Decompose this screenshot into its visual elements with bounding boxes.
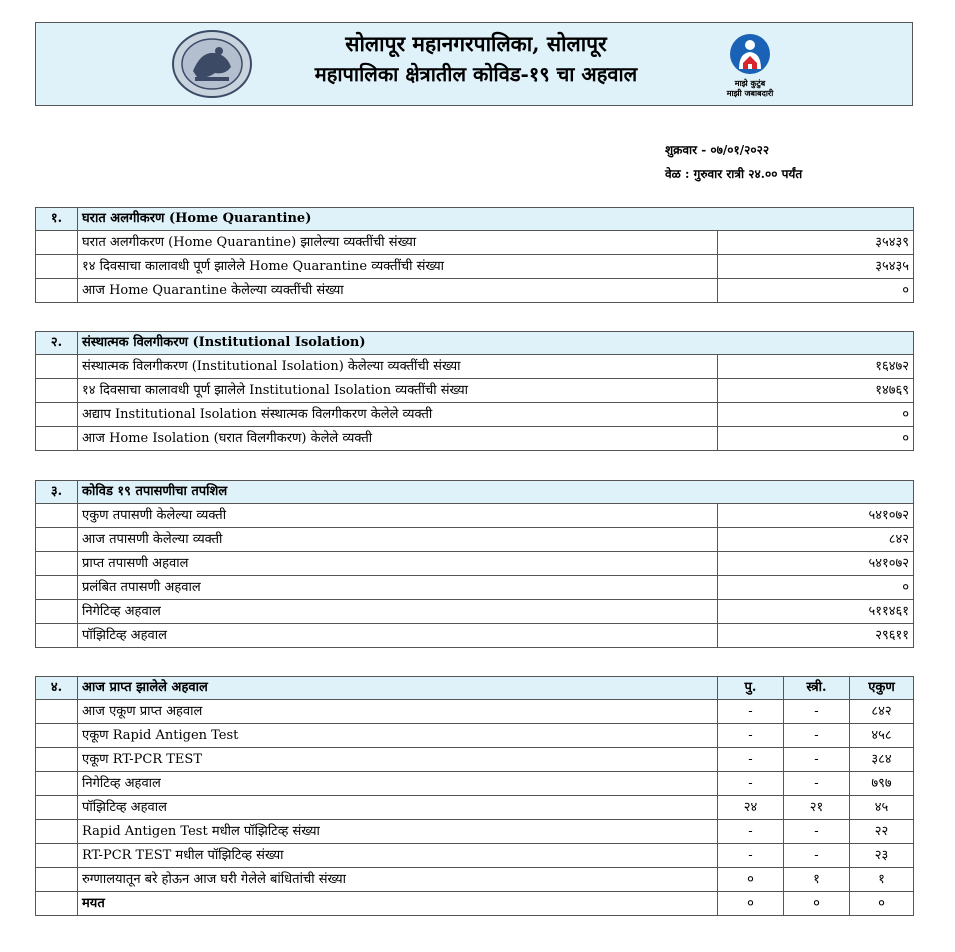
- section-institutional-isolation: [35, 331, 914, 451]
- row-label: अद्याप Institutional Isolation संस्थात्मक विलगीकरण केलेले व्यक्ती: [78, 403, 718, 427]
- family-logo-icon: [727, 33, 773, 75]
- column-header-female: स्त्री.: [784, 677, 850, 700]
- table-row: [36, 403, 914, 427]
- row-total: ८४२: [850, 700, 914, 724]
- family-campaign-logo: [708, 33, 792, 99]
- row-female: -: [784, 748, 850, 772]
- row-label: पॉझिटिव्ह अहवाल: [78, 796, 718, 820]
- row-total: १: [850, 868, 914, 892]
- report-time: वेळ : गुरुवार रात्री २४.०० पर्यंत: [665, 167, 803, 181]
- logo-caption-1: माझे कुटुंब: [734, 79, 766, 88]
- row-label: एकूण RT-PCR TEST: [78, 748, 718, 772]
- table-row: [36, 844, 914, 868]
- table-row: [36, 255, 914, 279]
- table-row: [36, 700, 914, 724]
- row-label: १४ दिवसाचा कालावधी पूर्ण झालेले Home Quarantine व्यक्तींची संख्या: [78, 255, 718, 279]
- table-row: [36, 528, 914, 552]
- row-value: ५११४६१: [718, 600, 914, 624]
- row-label: प्राप्त तपासणी अहवाल: [78, 552, 718, 576]
- table-row: [36, 600, 914, 624]
- row-label: पॉझिटिव्ह अहवाल: [78, 624, 718, 648]
- table-row: [36, 772, 914, 796]
- row-value: १६४७२: [718, 355, 914, 379]
- row-male: -: [718, 724, 784, 748]
- row-value: ८४२: [718, 528, 914, 552]
- row-female: -: [784, 724, 850, 748]
- row-male: -: [718, 844, 784, 868]
- row-label: आज तपासणी केलेल्या व्यक्ती: [78, 528, 718, 552]
- section-header: [36, 332, 914, 355]
- table-row: [36, 868, 914, 892]
- row-value: २९६११: [718, 624, 914, 648]
- row-total: ३८४: [850, 748, 914, 772]
- section-covid-testing: [35, 480, 914, 648]
- row-male: -: [718, 772, 784, 796]
- table-row: [36, 724, 914, 748]
- row-male: -: [718, 700, 784, 724]
- section-title: घरात अलगीकरण (Home Quarantine): [78, 208, 914, 231]
- row-female: २१: [784, 796, 850, 820]
- table-row: [36, 892, 914, 916]
- row-label: १४ दिवसाचा कालावधी पूर्ण झालेले Institutional Isolation व्यक्तींची संख्या: [78, 379, 718, 403]
- row-female: -: [784, 700, 850, 724]
- table-row: [36, 379, 914, 403]
- row-value: ५४१०७२: [718, 504, 914, 528]
- section-header: [36, 481, 914, 504]
- row-label: निगेटिव्ह अहवाल: [78, 772, 718, 796]
- row-male: ०: [718, 868, 784, 892]
- row-label: संस्थात्मक विलगीकरण (Institutional Isolation) केलेल्या व्यक्तींची संख्या: [78, 355, 718, 379]
- row-label: मयत: [78, 892, 718, 916]
- row-total: २३: [850, 844, 914, 868]
- row-label: घरात अलगीकरण (Home Quarantine) झालेल्या व्यक्तींची संख्या: [78, 231, 718, 255]
- row-total: ४५: [850, 796, 914, 820]
- row-value: १४७६९: [718, 379, 914, 403]
- section-today-reports: [35, 676, 914, 916]
- row-value: ०: [718, 576, 914, 600]
- row-value: ०: [718, 279, 914, 303]
- row-label: निगेटिव्ह अहवाल: [78, 600, 718, 624]
- section-number: १.: [36, 208, 78, 231]
- row-label: रुग्णालयातून बरे होऊन आज घरी गेलेले बांधितांची संख्या: [78, 868, 718, 892]
- row-total: ४५८: [850, 724, 914, 748]
- row-female: -: [784, 820, 850, 844]
- row-label: प्रलंबित तपासणी अहवाल: [78, 576, 718, 600]
- table-row: [36, 427, 914, 451]
- section-number: २.: [36, 332, 78, 355]
- table-row: [36, 796, 914, 820]
- row-total: ७९७: [850, 772, 914, 796]
- table-row: [36, 355, 914, 379]
- table-row: [36, 279, 914, 303]
- table-row: [36, 624, 914, 648]
- section-header: [36, 208, 914, 231]
- row-label: एकुण तपासणी केलेल्या व्यक्ती: [78, 504, 718, 528]
- row-label: Rapid Antigen Test मधील पॉझिटिव्ह संख्या: [78, 820, 718, 844]
- row-male: -: [718, 820, 784, 844]
- section-title: आज प्राप्त झालेले अहवाल: [78, 677, 718, 700]
- row-total: २२: [850, 820, 914, 844]
- section-number: ३.: [36, 481, 78, 504]
- logo-caption-2: माझी जबाबदारी: [726, 89, 774, 98]
- page-subtitle: महापालिका क्षेत्रातील कोविड-१९ चा अहवाल: [314, 62, 638, 86]
- page-title: सोलापूर महानगरपालिका, सोलापूर: [345, 31, 607, 56]
- column-header-male: पु.: [718, 677, 784, 700]
- table-row: [36, 231, 914, 255]
- row-value: ३५४३९: [718, 231, 914, 255]
- row-value: ०: [718, 427, 914, 451]
- table-row: [36, 820, 914, 844]
- report-header: [35, 22, 913, 106]
- report-date: शुक्रवार - ०७/०१/२०२२: [665, 143, 770, 157]
- row-value: ५४१०७२: [718, 552, 914, 576]
- row-female: ०: [784, 892, 850, 916]
- column-header-total: एकुण: [850, 677, 914, 700]
- row-value: ३५४३५: [718, 255, 914, 279]
- row-value: ०: [718, 403, 914, 427]
- row-label: RT-PCR TEST मधील पॉझिटिव्ह संख्या: [78, 844, 718, 868]
- section-title: कोविड १९ तपासणीचा तपशिल: [78, 481, 914, 504]
- row-label: आज Home Isolation (घरात विलगीकरण) केलेले व्यक्ती: [78, 427, 718, 451]
- section-home-quarantine: [35, 207, 914, 303]
- table-row: [36, 748, 914, 772]
- section-title: संस्थात्मक विलगीकरण (Institutional Isolation): [78, 332, 914, 355]
- table-row: [36, 504, 914, 528]
- row-label: आज एकूण प्राप्त अहवाल: [78, 700, 718, 724]
- row-male: २४: [718, 796, 784, 820]
- section-number: ४.: [36, 677, 78, 700]
- section-header: [36, 677, 914, 700]
- table-row: [36, 576, 914, 600]
- row-total: ०: [850, 892, 914, 916]
- row-female: -: [784, 772, 850, 796]
- row-male: ०: [718, 892, 784, 916]
- row-female: १: [784, 868, 850, 892]
- table-row: [36, 552, 914, 576]
- row-label: एकूण Rapid Antigen Test: [78, 724, 718, 748]
- row-female: -: [784, 844, 850, 868]
- report-date-block: [665, 138, 802, 186]
- row-label: आज Home Quarantine केलेल्या व्यक्तींची संख्या: [78, 279, 718, 303]
- row-male: -: [718, 748, 784, 772]
